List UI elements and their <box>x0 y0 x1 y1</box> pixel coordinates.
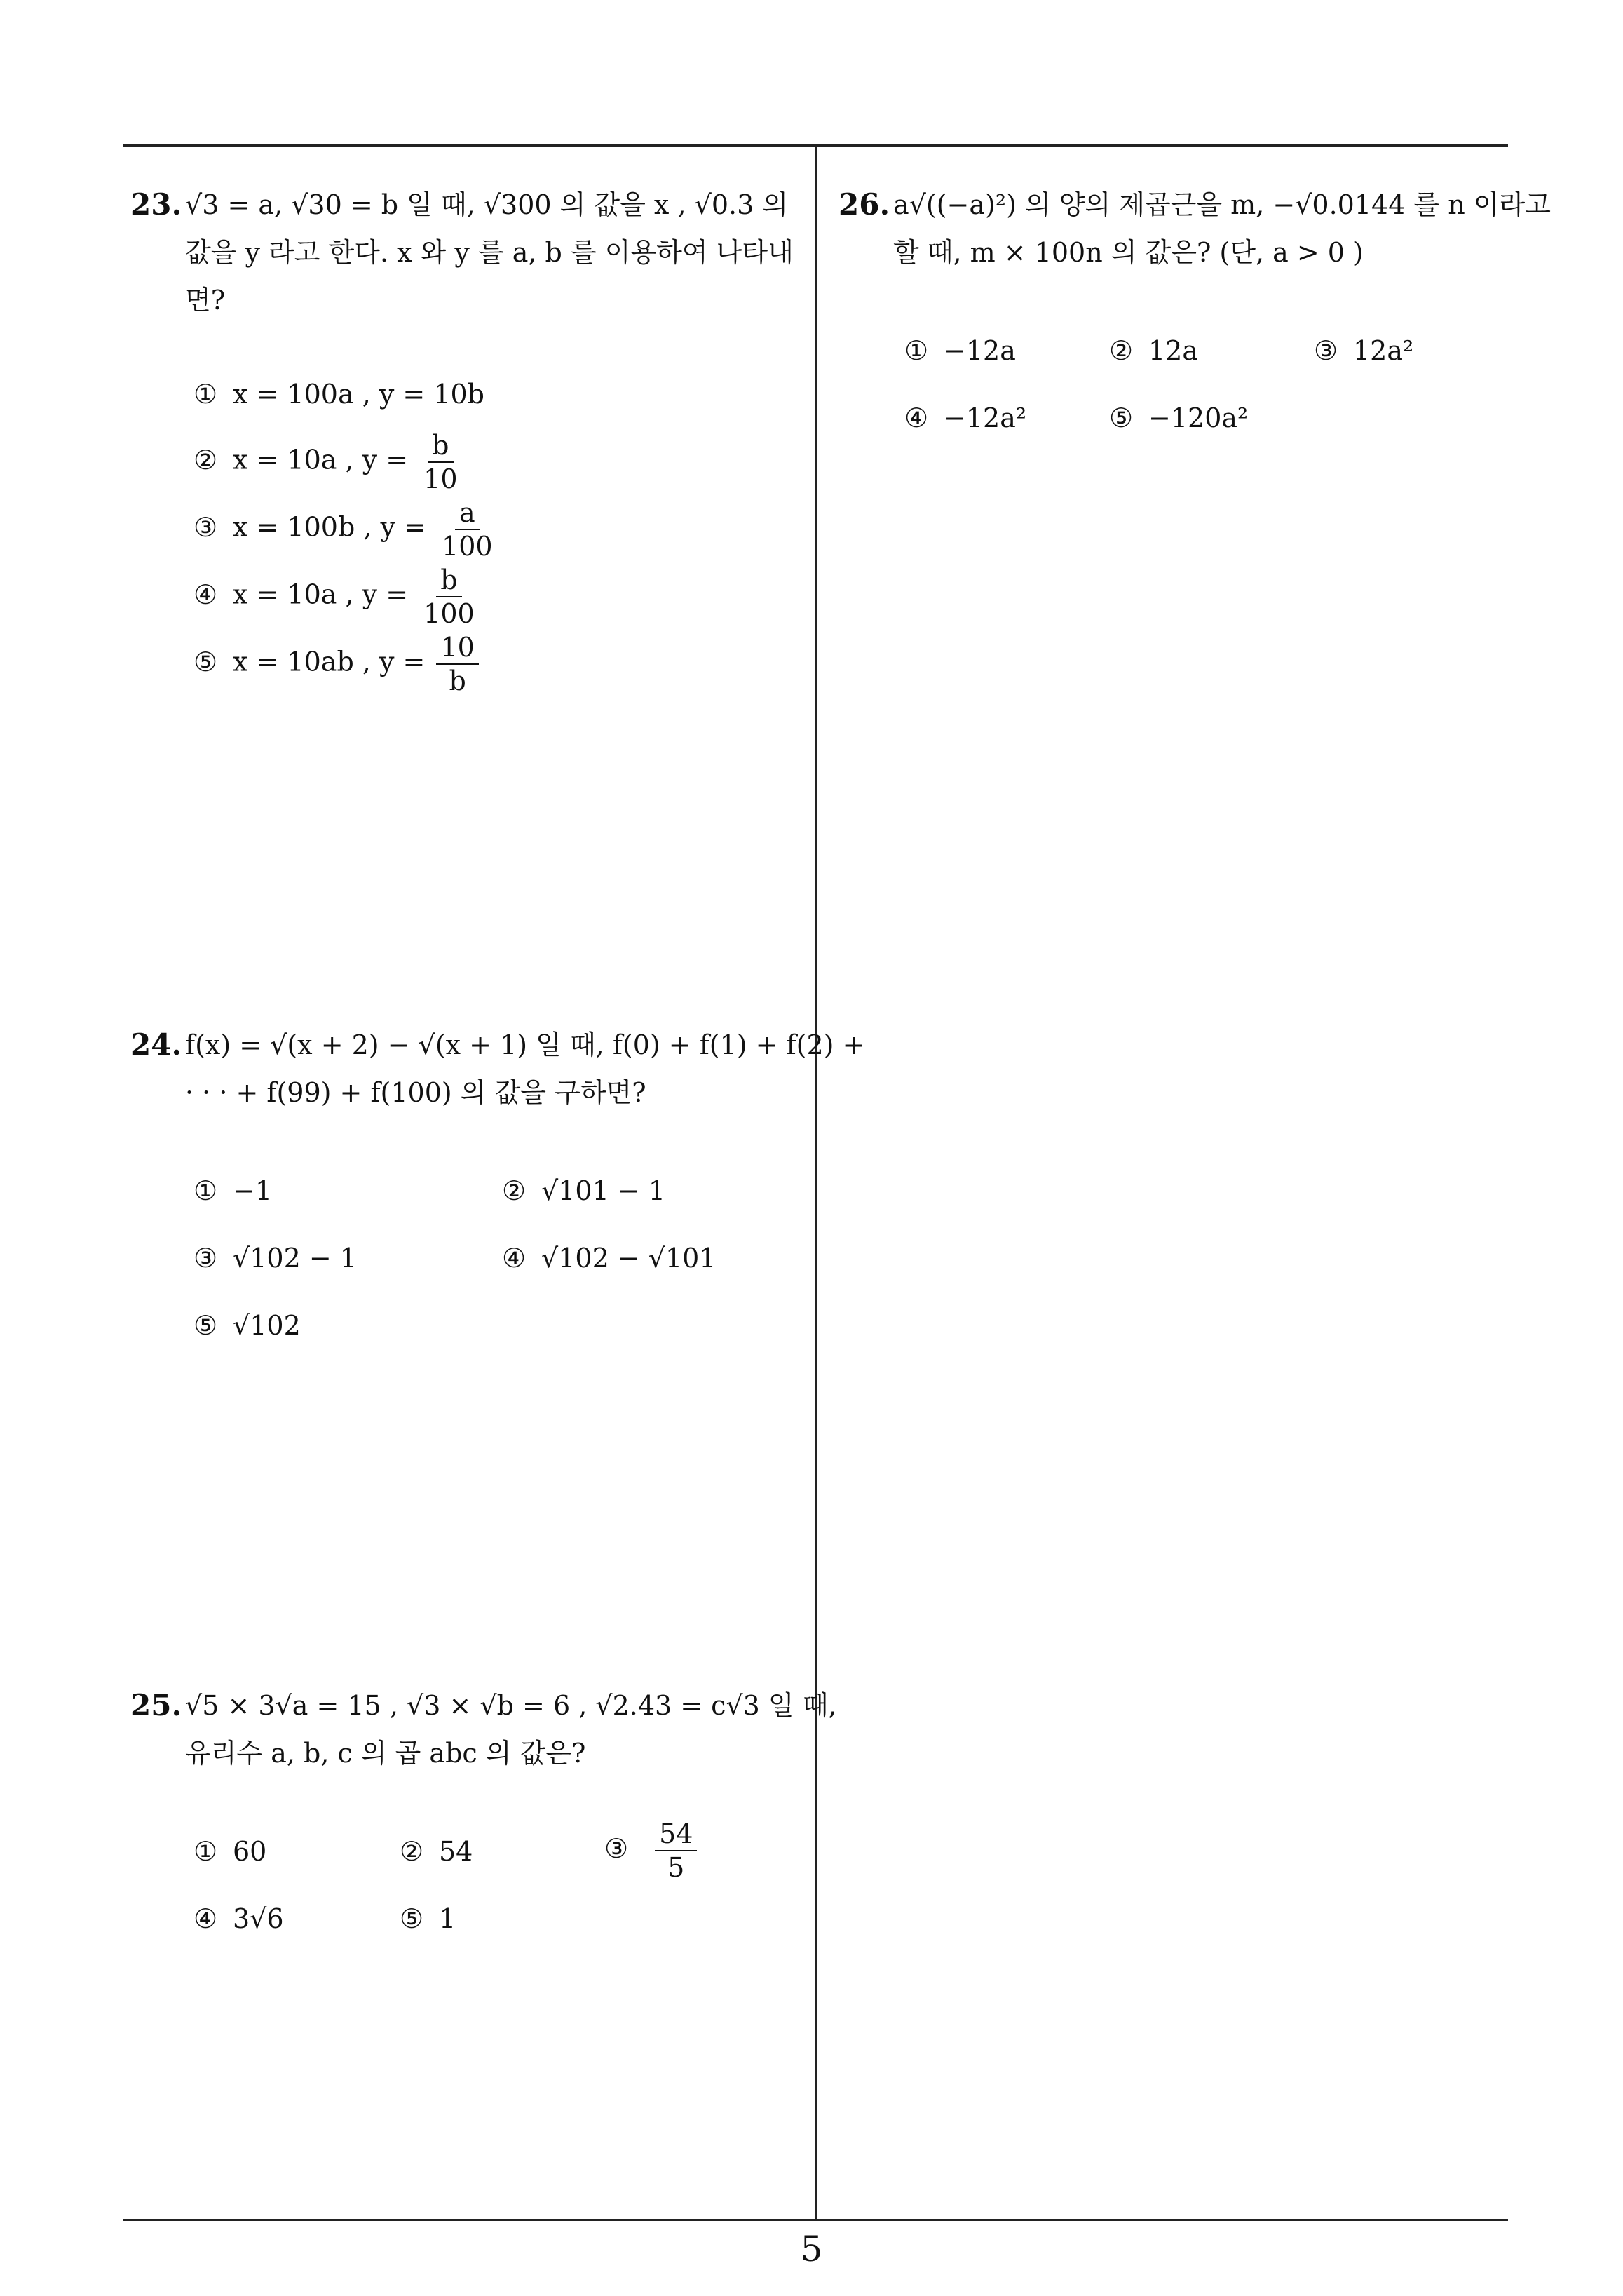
choice-text: −12a² <box>944 403 1027 433</box>
q24-choice-2[interactable] <box>502 1175 665 1206</box>
choice-text: √102 − √101 <box>541 1243 717 1274</box>
choice-mark: ④ <box>904 403 929 433</box>
question-line: 할 때, m × 100n 의 값은? (단, a > 0 ) <box>893 237 1364 268</box>
choice-mark: ④ <box>193 579 218 610</box>
choice-text: 54 <box>439 1836 473 1867</box>
q25-choice-3[interactable] <box>604 1818 700 1884</box>
question-line: √5 × 3√a = 15 , √3 × √b = 6 , √2.43 = c√3 일 때, <box>185 1690 837 1721</box>
question-number: 24. <box>130 1027 182 1062</box>
choice-text: x = 10a , y = <box>233 444 409 475</box>
q23-choice-4[interactable] <box>193 564 482 630</box>
fraction-numerator: a <box>455 497 480 530</box>
choice-mark: ② <box>400 1836 424 1867</box>
footer-rule <box>123 2219 1508 2221</box>
choice-text: 60 <box>233 1836 267 1867</box>
q23-choice-1[interactable] <box>193 379 484 410</box>
fraction-denominator: 10 <box>423 464 458 494</box>
column-divider <box>815 144 817 2219</box>
question-line: √3 = a, √30 = b 일 때, √300 의 값을 x , √0.3 의 <box>185 189 789 220</box>
choice-mark: ④ <box>193 1903 218 1934</box>
page-number: 5 <box>800 2229 823 2269</box>
q25-choice-5[interactable] <box>400 1903 456 1934</box>
choice-mark: ② <box>1109 335 1134 366</box>
q25-choice-1[interactable] <box>193 1836 266 1867</box>
q24-choice-5[interactable] <box>193 1310 301 1341</box>
question-line: 면? <box>185 285 226 316</box>
q24-choice-4[interactable] <box>502 1243 717 1274</box>
choice-text: 12a <box>1148 335 1199 366</box>
choice-text: x = 100a , y = 10b <box>233 379 484 410</box>
fraction-denominator: 100 <box>423 598 475 629</box>
fraction <box>437 497 497 562</box>
choice-mark: ⑤ <box>400 1903 424 1934</box>
q26-choice-3[interactable] <box>1314 335 1413 366</box>
choice-mark: ① <box>193 379 218 410</box>
question-line: f(x) = √(x + 2) − √(x + 1) 일 때, f(0) + f(1) + f(2) + <box>185 1029 865 1060</box>
q26-choice-5[interactable] <box>1109 403 1248 433</box>
q24-choice-1[interactable] <box>193 1175 272 1206</box>
choice-mark: ② <box>193 444 218 475</box>
fraction-numerator: 10 <box>436 631 478 665</box>
fraction-denominator: 100 <box>442 531 493 562</box>
q23-choice-2[interactable] <box>193 429 465 495</box>
choice-mark: ③ <box>604 1832 629 1864</box>
fraction <box>419 429 461 495</box>
q25-choice-2[interactable] <box>400 1836 473 1867</box>
question-text <box>893 181 1551 276</box>
fraction <box>436 631 478 697</box>
choice-text: √102 <box>233 1310 301 1341</box>
question-text <box>185 1682 865 1777</box>
question-line: · · · + f(99) + f(100) 의 값을 구하면? <box>185 1077 646 1108</box>
choice-mark: ① <box>193 1175 218 1206</box>
choice-mark: ⑤ <box>1109 403 1134 433</box>
choice-mark: ③ <box>193 1243 218 1274</box>
q25-choice-4[interactable] <box>193 1903 284 1934</box>
q26-choice-1[interactable] <box>904 335 1016 366</box>
question-number: 26. <box>838 187 890 222</box>
choice-mark: ② <box>502 1175 527 1206</box>
choice-text: −12a <box>944 335 1016 366</box>
choice-text: 3√6 <box>233 1903 284 1934</box>
q26-choice-4[interactable] <box>904 403 1026 433</box>
question-text <box>185 181 865 324</box>
choice-mark: ③ <box>1314 335 1338 366</box>
choice-text: x = 100b , y = <box>233 511 426 543</box>
choice-text: 12a² <box>1353 335 1414 366</box>
fraction-numerator: 54 <box>655 1818 697 1851</box>
choice-text: √102 − 1 <box>233 1243 357 1274</box>
choice-mark: ① <box>193 1836 218 1867</box>
fraction-numerator: b <box>428 429 453 463</box>
q23-choice-3[interactable] <box>193 497 500 562</box>
fraction-numerator: b <box>436 564 461 597</box>
choice-text: x = 10a , y = <box>233 579 409 610</box>
q24-choice-3[interactable] <box>193 1243 357 1274</box>
question-number: 23. <box>130 187 182 222</box>
question-line: 값을 y 라고 한다. x 와 y 를 a, b 를 이용하여 나타내 <box>185 237 794 268</box>
choice-text: x = 10ab , y = <box>233 646 426 677</box>
fraction <box>419 564 479 630</box>
fraction <box>655 1818 697 1884</box>
choice-text: −1 <box>233 1175 273 1206</box>
fraction-denominator: 5 <box>667 1852 685 1883</box>
fraction-denominator: b <box>449 666 466 696</box>
choice-mark: ① <box>904 335 929 366</box>
question-line: a√((−a)²) 의 양의 제곱근을 m, −√0.0144 를 n 이라고 <box>893 189 1551 220</box>
question-line: 유리수 a, b, c 의 곱 abc 의 값은? <box>185 1738 586 1769</box>
choice-mark: ④ <box>502 1243 527 1274</box>
choice-text: −120a² <box>1148 403 1249 433</box>
q23-choice-5[interactable] <box>193 631 482 697</box>
choice-mark: ③ <box>193 511 218 543</box>
choice-text: 1 <box>439 1903 456 1934</box>
question-text <box>185 1021 865 1116</box>
choice-text: √101 − 1 <box>541 1175 665 1206</box>
choice-mark: ⑤ <box>193 646 218 677</box>
question-number: 25. <box>130 1688 182 1722</box>
q26-choice-2[interactable] <box>1109 335 1198 366</box>
choice-mark: ⑤ <box>193 1310 218 1341</box>
